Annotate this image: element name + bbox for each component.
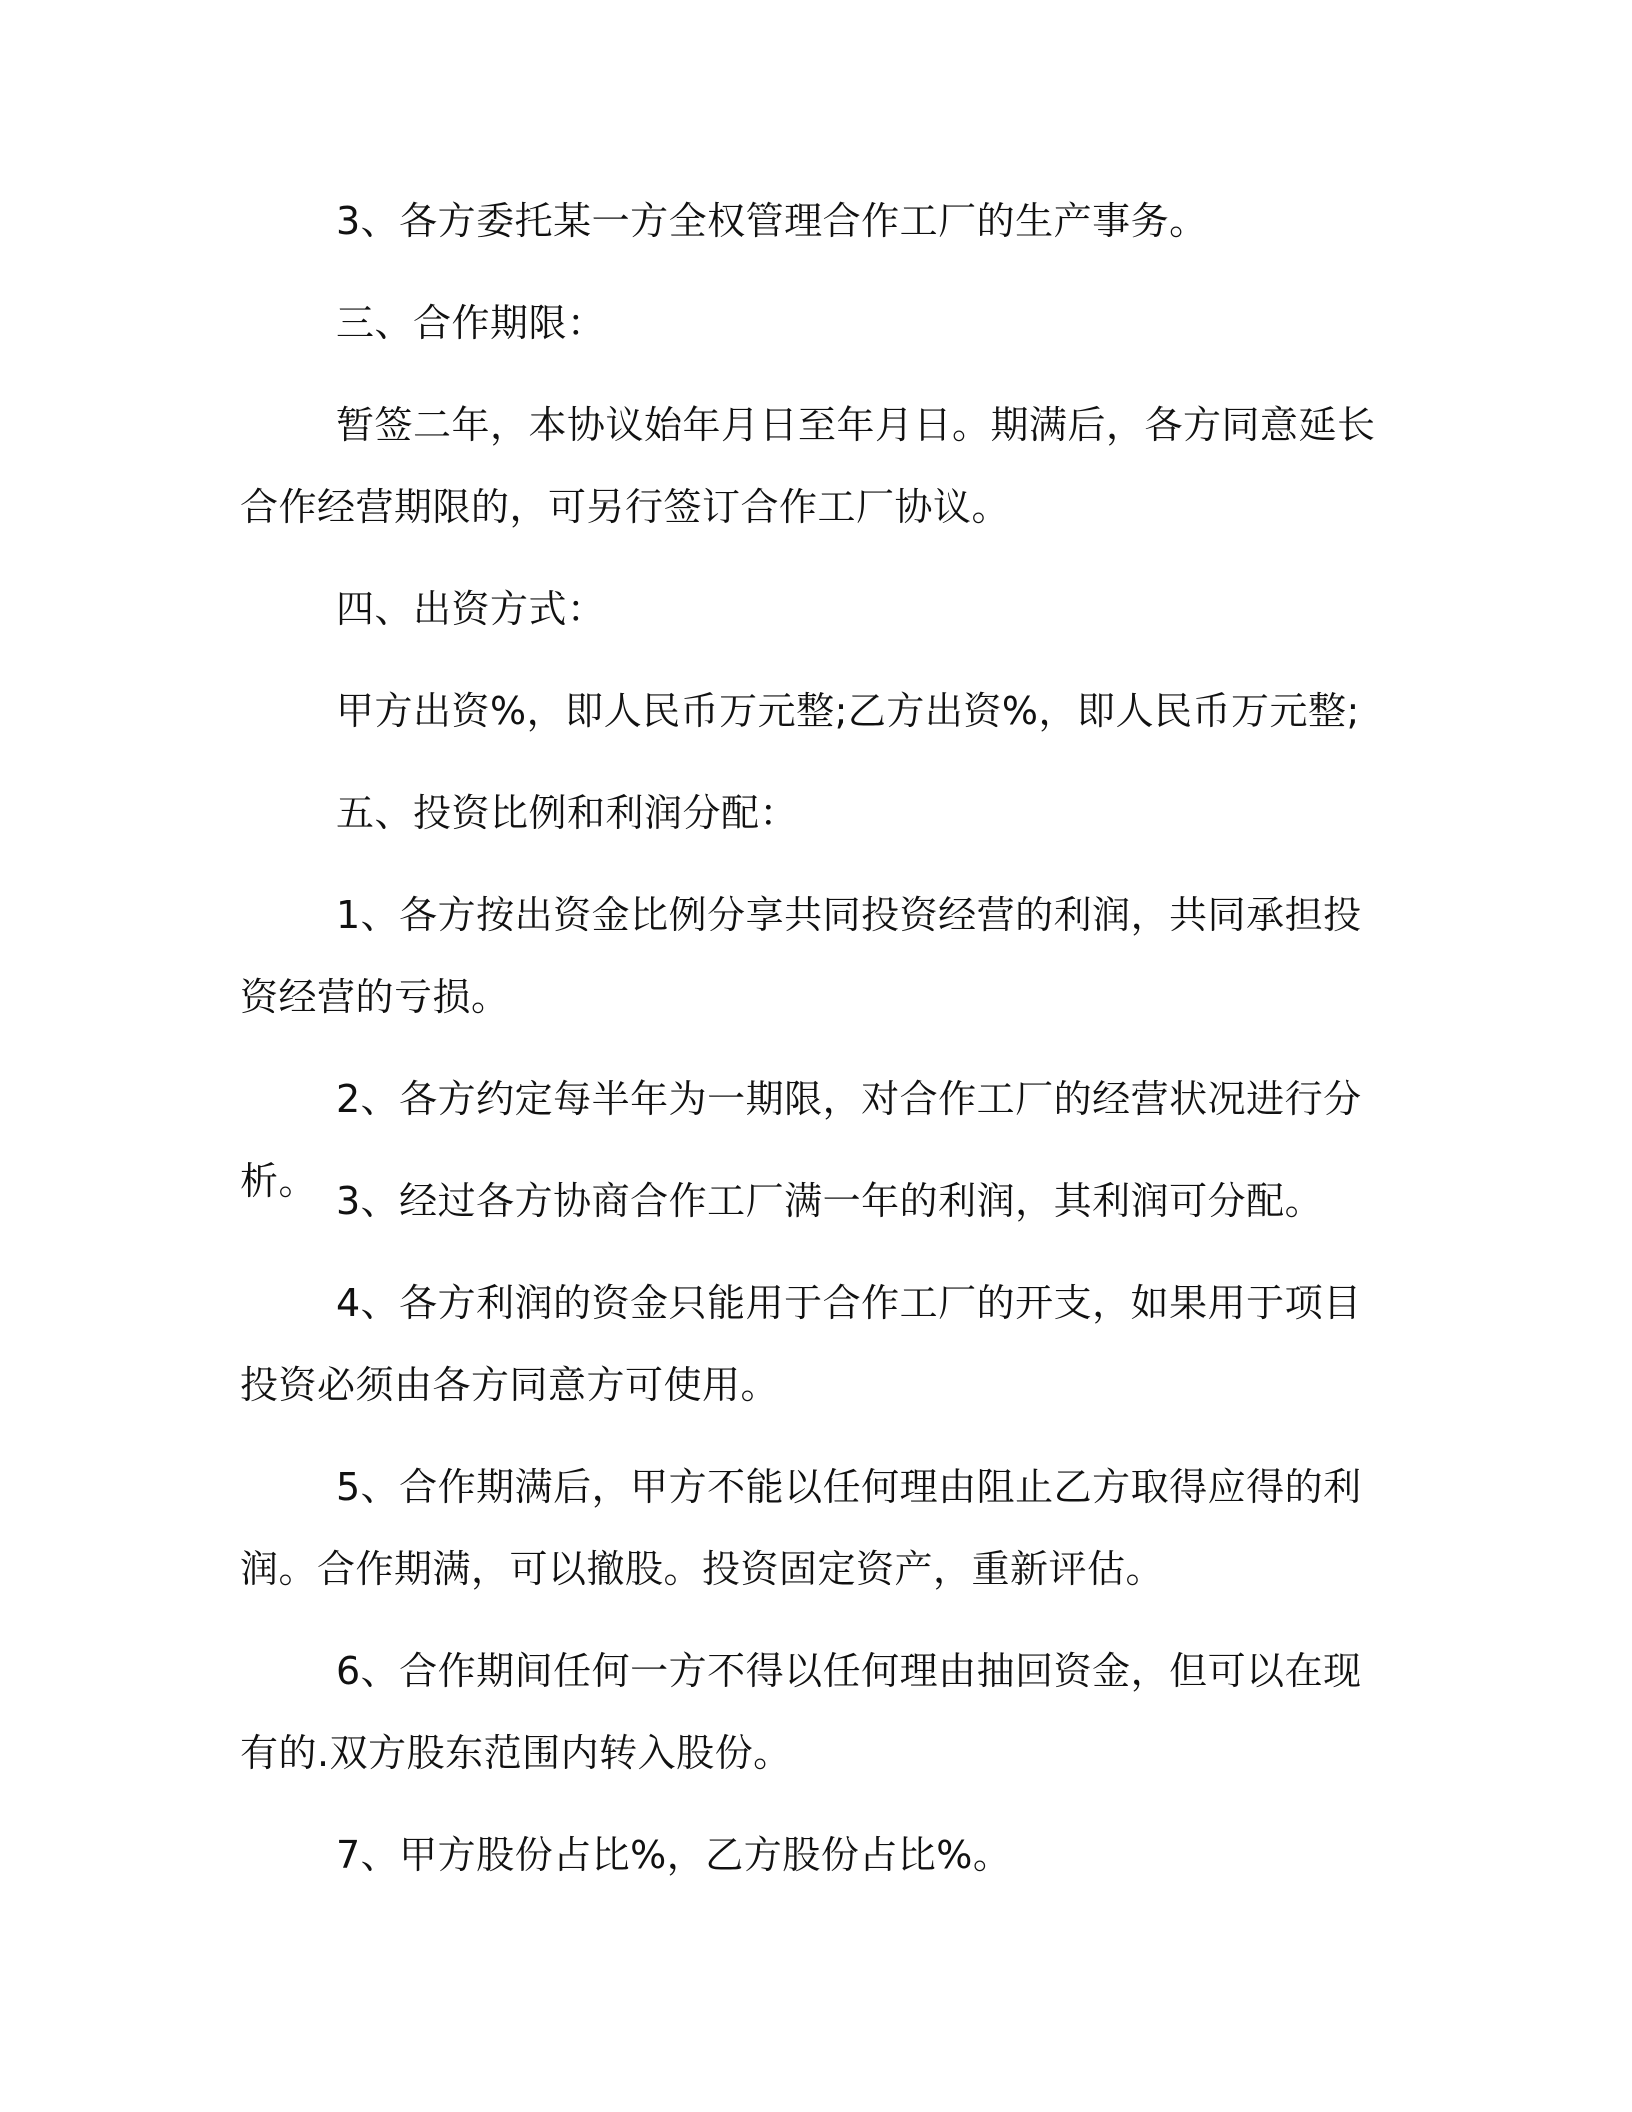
heading-capital-contribution: 四、出资方式： — [336, 587, 606, 631]
paragraph-profit-clause-5: 5、合作期满后，甲方不能以任何理由阻止乙方取得应得的利润。合作期满，可以撤股。投资固定资产，重新评估。 — [240, 1465, 1362, 1591]
heading-investment-profit: 五、投资比例和利润分配： — [336, 791, 799, 835]
paragraph-profit-clause-7: 7、甲方股份占比%，乙方股份占比%。 — [336, 1833, 1012, 1877]
paragraph-term-detail: 暂签二年，本协议始年月日至年月日。期满后，各方同意延长合作经营期限的，可另行签订合作工厂协议。 — [240, 403, 1376, 529]
paragraph-profit-clause-4: 4、各方利润的资金只能用于合作工厂的开支，如果用于项目投资必须由各方同意方可使用。 — [240, 1281, 1362, 1407]
paragraph-profit-clause-1: 1、各方按出资金比例分享共同投资经营的利润，共同承担投资经营的亏损。 — [240, 893, 1362, 1019]
paragraph-clause-3-management: 3、各方委托某一方全权管理合作工厂的生产事务。 — [336, 199, 1208, 243]
paragraph-profit-clause-3: 3、经过各方协商合作工厂满一年的利润，其利润可分配。 — [336, 1179, 1324, 1223]
heading-cooperation-term: 三、合作期限： — [336, 301, 606, 345]
paragraph-profit-clause-2: 2、各方约定每半年为一期限，对合作工厂的经营状况进行分析。 — [240, 1077, 1362, 1203]
paragraph-profit-clause-6: 6、合作期间任何一方不得以任何理由抽回资金，但可以在现有的.双方股东范围内转入股份。 — [240, 1649, 1362, 1775]
paragraph-contribution-detail: 甲方出资%，即人民币万元整;乙方出资%，即人民币万元整; — [336, 689, 1360, 733]
